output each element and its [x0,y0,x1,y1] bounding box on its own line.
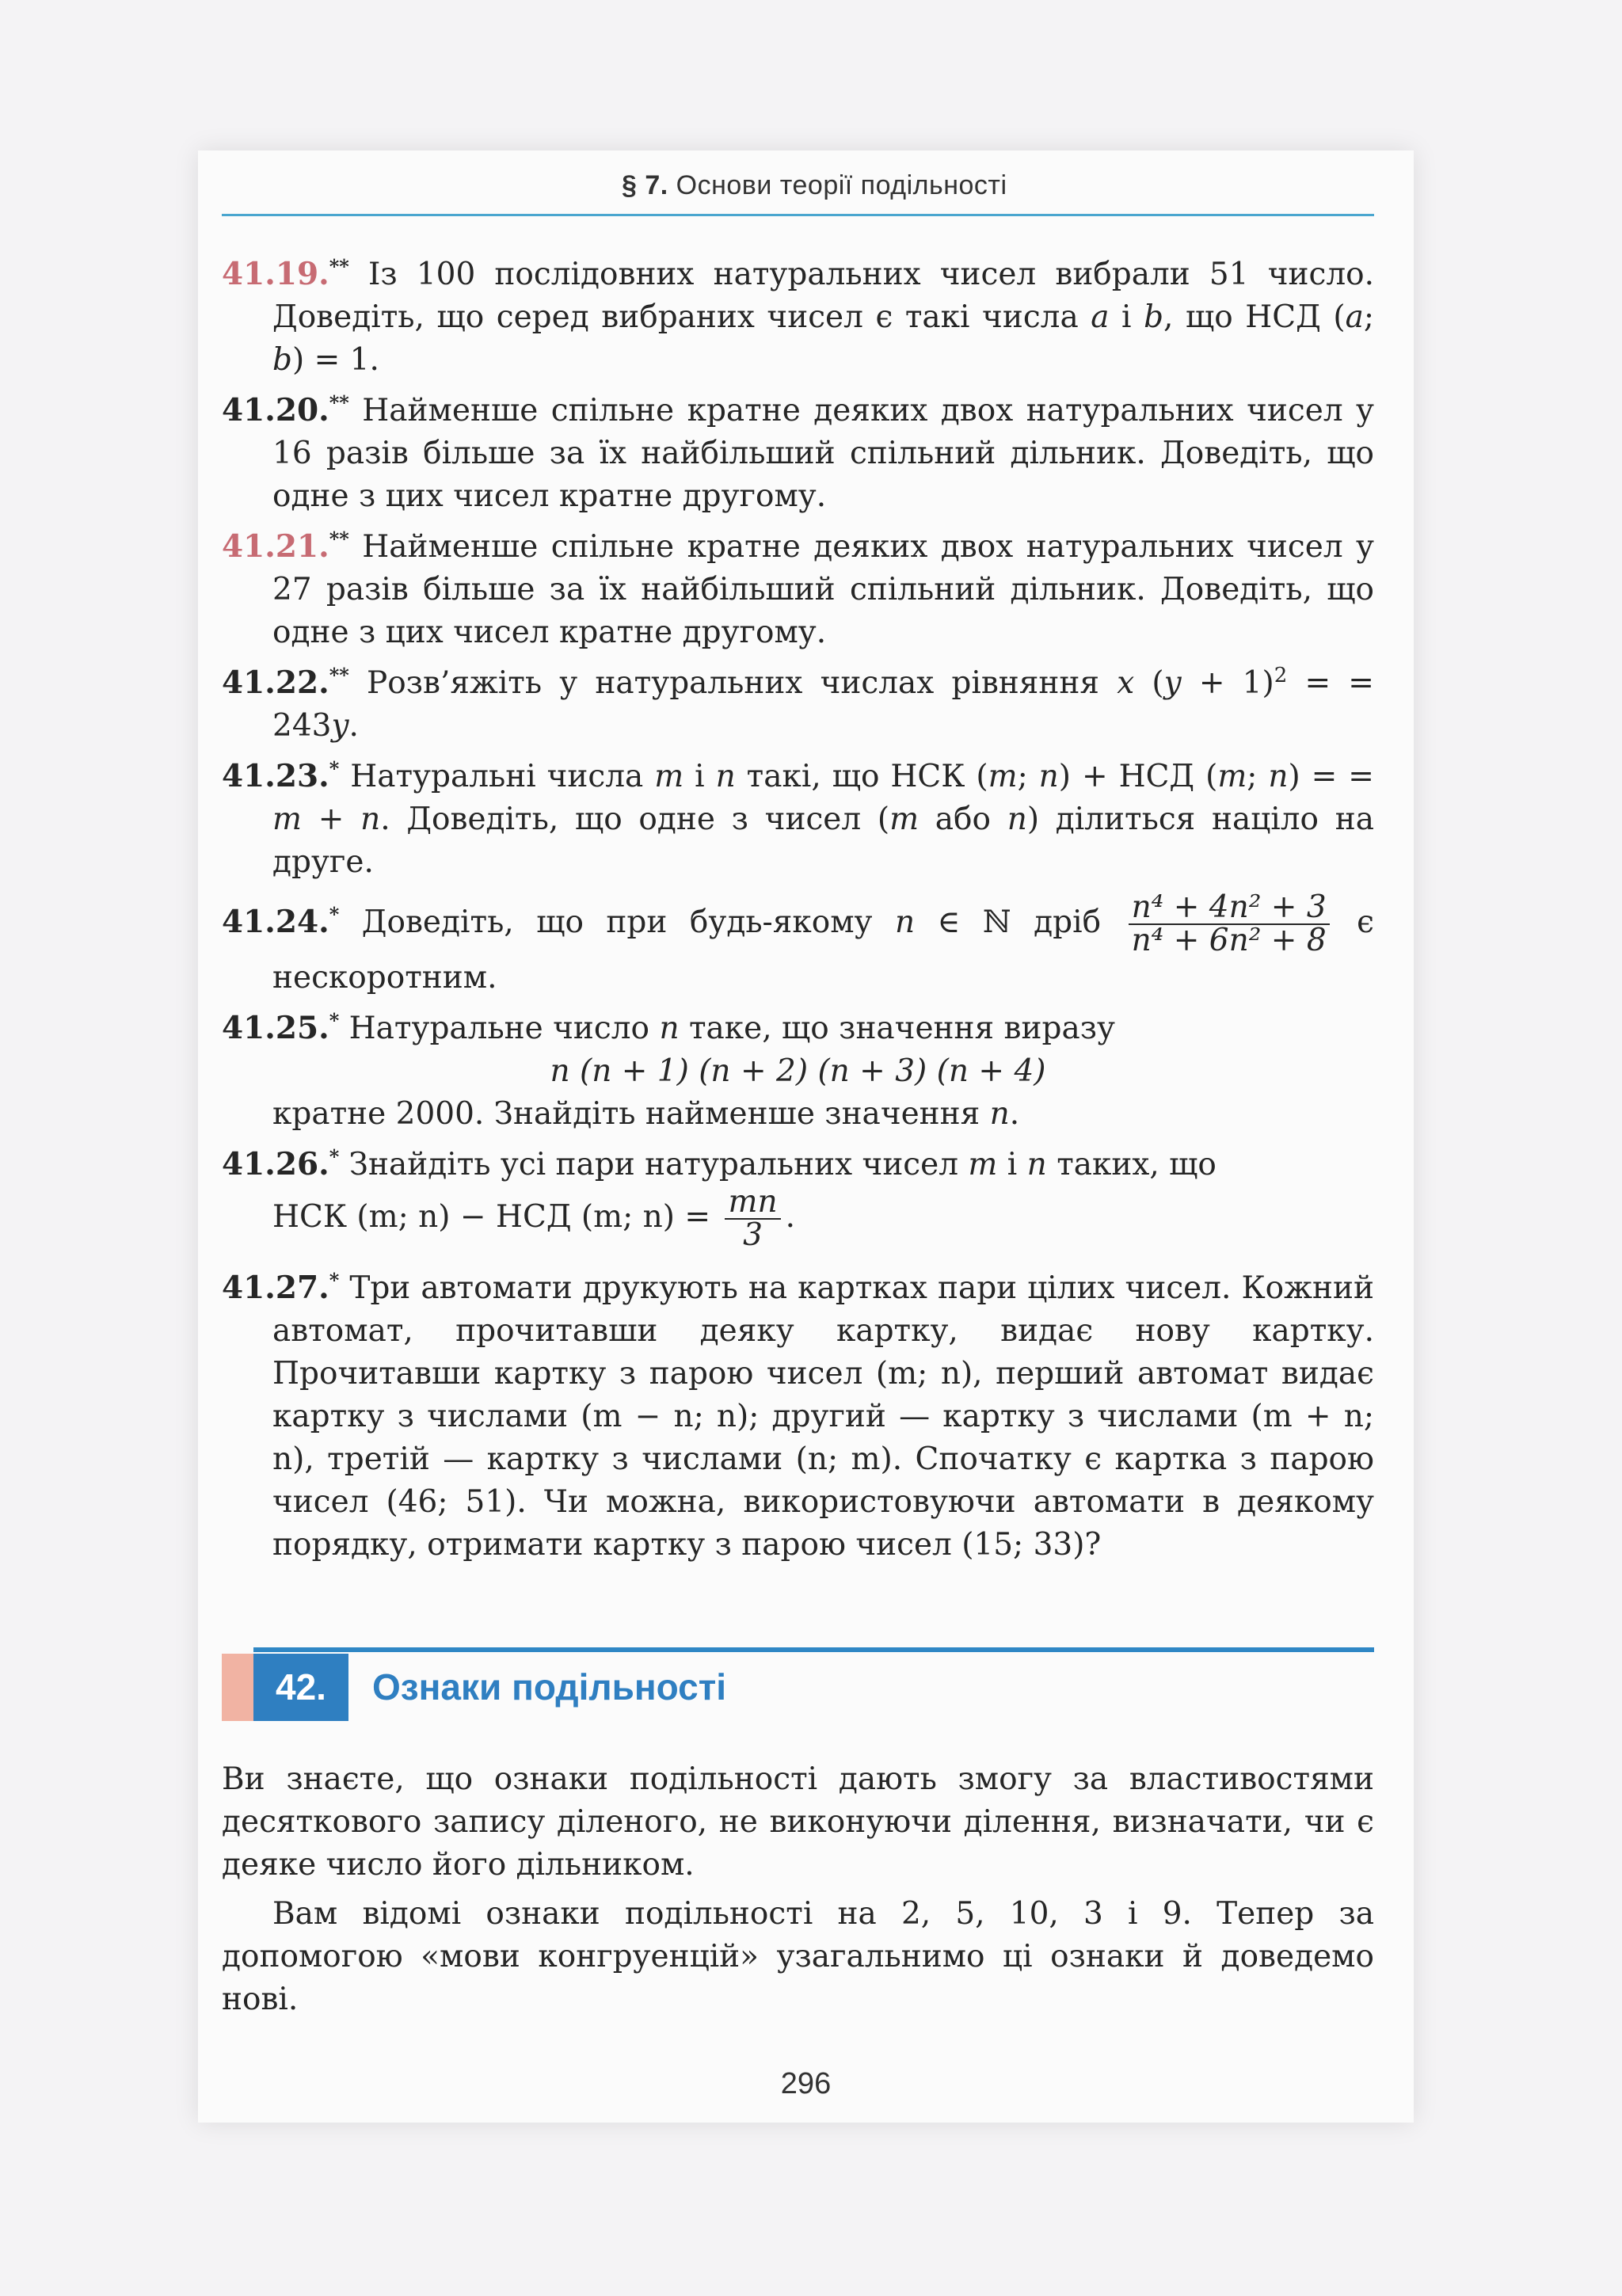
difficulty-mark: * [329,757,340,780]
exercise-text: Три автомати друкують на картках пари цілих чисел. Кожний автомат, прочитавши деяку картку, видає нову картку. Прочитавши картку з парою чисел (m; n), перший автомат видає картку з числами (m − n; n); другий — картку з числами (m + n; n), третій — картку з числами (n; m). Спочатку є картка з парою чисел (46; 51). Чи можна, використовуючи автомати в деякому порядку, отримати картку з парою чисел (15; 33)? [272,1270,1374,1563]
exercise-41-21 [222,518,1374,654]
exercise-text: Доведіть, що при будь-якому n ∈ ℕ дріб $\frac{\text{n⁴ + 4n² + 3}}{\text{n⁴ + 6n² + 8}}$ є нескоротним. [272,889,1374,996]
section-body [222,1758,1374,2028]
difficulty-mark: ** [329,255,349,278]
section-accent [222,1654,253,1721]
exercise-text: Натуральні числа m і n такі, що НСК (m; n) + НСД (m; n) = = m + n. Доведіть, що одне з чисел (m або n) ділиться націло на друге. [272,759,1374,880]
difficulty-mark: * [329,903,340,926]
exercise-text: Із 100 послідовних натуральних чисел вибрали 51 число. Доведіть, що серед вибраних чисел є такі числа a і b, що НСД (a; b) = 1. [272,257,1374,378]
difficulty-mark: ** [329,527,349,550]
exercise-text: Найменше спільне кратне деяких двох натуральних чисел у 27 разів більше за їх найбільший спільний дільник. Доведіть, що одне з цих чисел кратне другому. [272,529,1374,650]
exercise-41-20 [222,382,1374,518]
paragraph: Вам відомі ознаки подільності на 2, 5, 10, 3 і 9. Тепер за допомогою «мови конгруенцій» узагальнимо ці ознаки й доведемо нові. [222,1896,1374,2017]
exercise-list [222,246,1374,1567]
book-page [198,150,1414,2123]
difficulty-mark: * [329,1009,340,1032]
section-rule [253,1647,1374,1652]
exercise-text: Натуральне число n таке, що значення виразу [348,1011,1115,1046]
exercise-continuation: кратне 2000. Знайдіть найменше значення n. [272,1096,1020,1132]
paragraph: Ви знаєте, що ознаки подільності дають змогу за властивостями десяткового запису діленого, не виконуючи ділення, визначати, чи є деяке число його дільником. [222,1761,1374,1883]
exercise-number: 41.20. [222,392,329,428]
exercise-41-19 [222,246,1374,382]
exercise-number: 41.25. [222,1010,329,1046]
section-heading [222,1647,1374,1727]
running-head-section: § 7. [622,170,668,200]
exercise-text: Розв’яжіть у натуральних числах рівняння x $(y + 1)^2$ = = 243y. [272,664,1374,744]
exercise-41-25 [222,1000,1374,1050]
exercise-41-24 [222,889,1374,1000]
header-rule [222,214,1374,216]
running-head-title: Основи теорії подільності [676,170,1007,200]
exercise-text: Найменше спільне кратне деяких двох натуральних чисел у 16 разів більше за їх найбільший спільний дільник. Доведіть, що одне з цих чисел кратне другому. [272,393,1374,514]
exercise-number: 41.19. [222,256,329,292]
exercise-text: Знайдіть усі пари натуральних чисел m і n таких, що [348,1147,1216,1182]
section-number: 42. [253,1654,348,1721]
exercise-41-23 [222,748,1374,884]
section-title: Ознаки подільності [372,1666,727,1708]
exercise-number: 41.26. [222,1146,329,1182]
page-number: 296 [780,2067,832,2100]
running-head [622,170,1007,201]
fraction: $\frac{\text{n⁴ + 4n² + 3}}{\text{n⁴ + 6n² + 8}}$ [1129,892,1330,957]
difficulty-mark: ** [329,391,349,414]
difficulty-mark: * [329,1269,340,1292]
exercise-41-27 [222,1259,1374,1567]
difficulty-mark: ** [329,664,349,687]
exercise-number: 41.23. [222,758,329,794]
exercise-number: 41.24. [222,904,329,940]
exercise-41-22 [222,654,1374,748]
exercise-number: 41.21. [222,528,329,565]
fraction: $\frac{mn}{3}$ [725,1186,780,1251]
exercise-41-26 [222,1136,1374,1186]
expression: n (n + 1) (n + 2) (n + 3) (n + 4) [550,1053,1046,1089]
difficulty-mark: * [329,1145,340,1168]
exercise-equation: НСК (m; n) − НСД (m; n) = $\frac{mn}{3}$ . [272,1184,795,1253]
exercise-number: 41.27. [222,1270,329,1306]
exercise-number: 41.22. [222,664,329,701]
